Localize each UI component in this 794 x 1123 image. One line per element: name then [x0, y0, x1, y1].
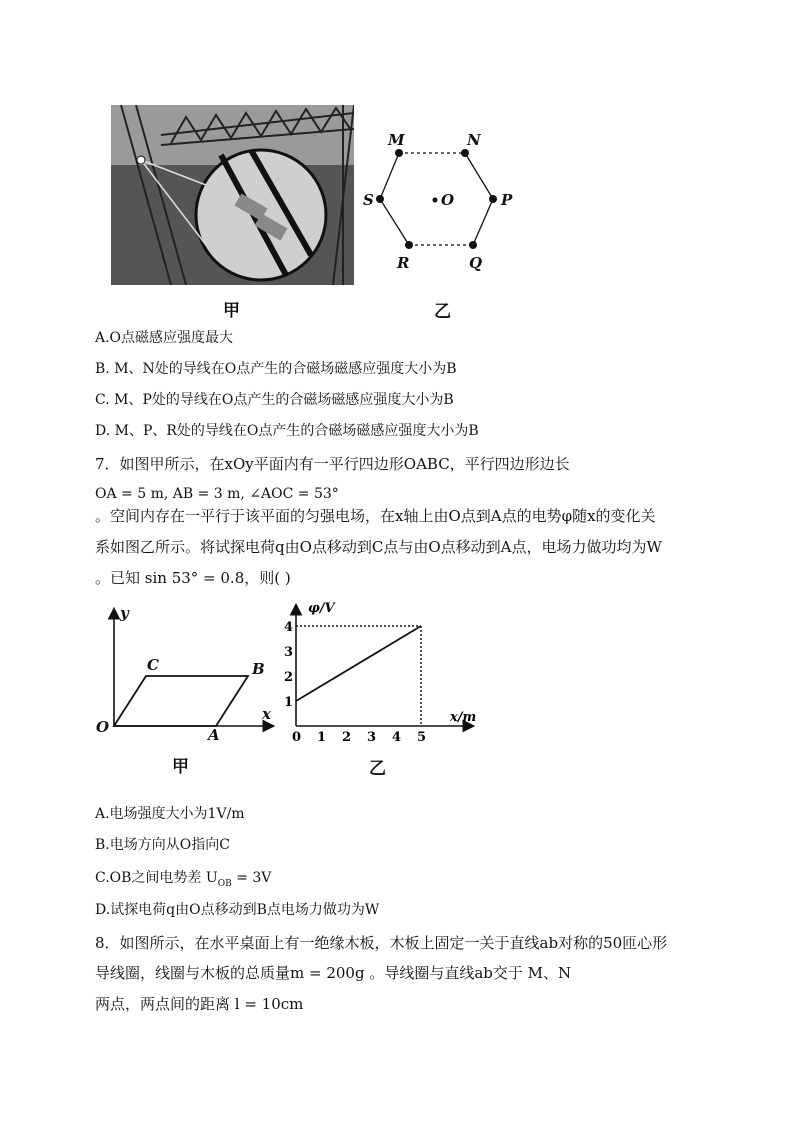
chart-series-line [296, 626, 421, 701]
chart-y-tick-label: 2 [284, 670, 294, 685]
wire-S [376, 195, 384, 203]
q7-line-5: 。已知 sin 53° = 0.8，则( ) [95, 569, 291, 587]
label-N: N [467, 131, 481, 149]
hexagon-figure [355, 125, 530, 295]
point-O [433, 198, 438, 203]
q8-line-1: 8．如图所示，在水平桌面上有一绝缘木板，木板上固定一关于直线ab对称的50匝心形 [95, 934, 668, 952]
label-M: M [388, 131, 405, 149]
fig-jia-O: O [96, 718, 110, 736]
label-S: S [363, 191, 374, 209]
wire-R [405, 241, 413, 249]
label-R: R [397, 254, 410, 272]
chart-xlabel: x/m [450, 710, 477, 725]
q7-option-d: D.试探电荷q由O点移动到B点电场力做功为W [95, 902, 380, 918]
wire-N [461, 149, 469, 157]
potential-chart [282, 598, 482, 748]
fig-jia-x: x [262, 705, 271, 723]
label-Q: Q [469, 254, 483, 272]
parallelogram-figure [92, 602, 282, 742]
q7-line-1: 7．如图甲所示，在xOy平面内有一平行四边形OABC，平行四边形边长 [95, 455, 570, 473]
fig-jia-caption: 甲 [172, 757, 189, 777]
chart-x-tick-label: 3 [367, 730, 377, 745]
q7-option-c-tail: = 3V [231, 870, 272, 886]
q7-line-2: OA = 5 m, AB = 3 m, ∠AOC = 53° [95, 486, 339, 502]
q7-option-a: A.电场强度大小为1V/m [95, 806, 245, 822]
crane-photo-drawing [111, 105, 354, 285]
wire-Q [469, 241, 477, 249]
chart-y-tick-label: 3 [284, 645, 294, 660]
q6-option-c: C. M、P处的导线在O点产生的合磁场磁感应强度大小为B [95, 392, 454, 408]
q8-line-3: 两点，两点间的距离 l = 10cm [95, 995, 304, 1013]
fig-jia-C: C [147, 656, 159, 674]
photo-caption: 甲 [223, 301, 240, 321]
chart-x-tick-label: 1 [317, 730, 327, 745]
q7-option-b: B.电场方向从O指向C [95, 837, 230, 853]
q7-line-4: 系如图乙所示。将试探电荷q由O点移动到C点与由O点移动到A点，电场力做功均为W [95, 538, 662, 556]
wire-P [489, 195, 497, 203]
q7-line-3: 。空间内存在一平行于该平面的匀强电场，在x轴上由O点到A点的电势φ随x的变化关 [95, 507, 656, 525]
label-O: O [441, 191, 455, 209]
chart-y-tick-label: 1 [284, 695, 294, 710]
chart-ylabel: φ/V [308, 601, 335, 616]
chart-x-tick-label: 5 [417, 730, 427, 745]
fig-jia-A: A [208, 726, 220, 742]
hex-caption: 乙 [434, 302, 451, 322]
q6-option-d: D. M、P、R处的导线在O点产生的合磁场磁感应强度大小为B [95, 423, 479, 439]
chart-x-tick-label: 2 [342, 730, 352, 745]
q6-option-a: A.O点磁感应强度最大 [95, 330, 234, 346]
q7-option-c [95, 868, 271, 894]
chart-y-tick-label: 4 [284, 620, 294, 635]
fig-yi-caption: 乙 [369, 759, 386, 779]
label-P: P [501, 191, 513, 209]
chart-x-tick-label: 0 [292, 730, 302, 745]
fig-jia-y: y [120, 604, 129, 622]
q6-option-b: B. M、N处的导线在O点产生的合磁场磁感应强度大小为B [95, 361, 457, 377]
q7-option-c-sub: OB [217, 878, 232, 889]
crane-photo [111, 105, 354, 285]
fig-jia-B: B [252, 660, 265, 678]
chart-x-tick-label: 4 [392, 730, 402, 745]
wire-M [395, 149, 403, 157]
q8-line-2: 导线圈，线圈与木板的总质量m = 200g 。导线圈与直线ab交于 M、N [95, 964, 572, 982]
q7-option-c-text: C.OB之间电势差 U [95, 870, 218, 886]
